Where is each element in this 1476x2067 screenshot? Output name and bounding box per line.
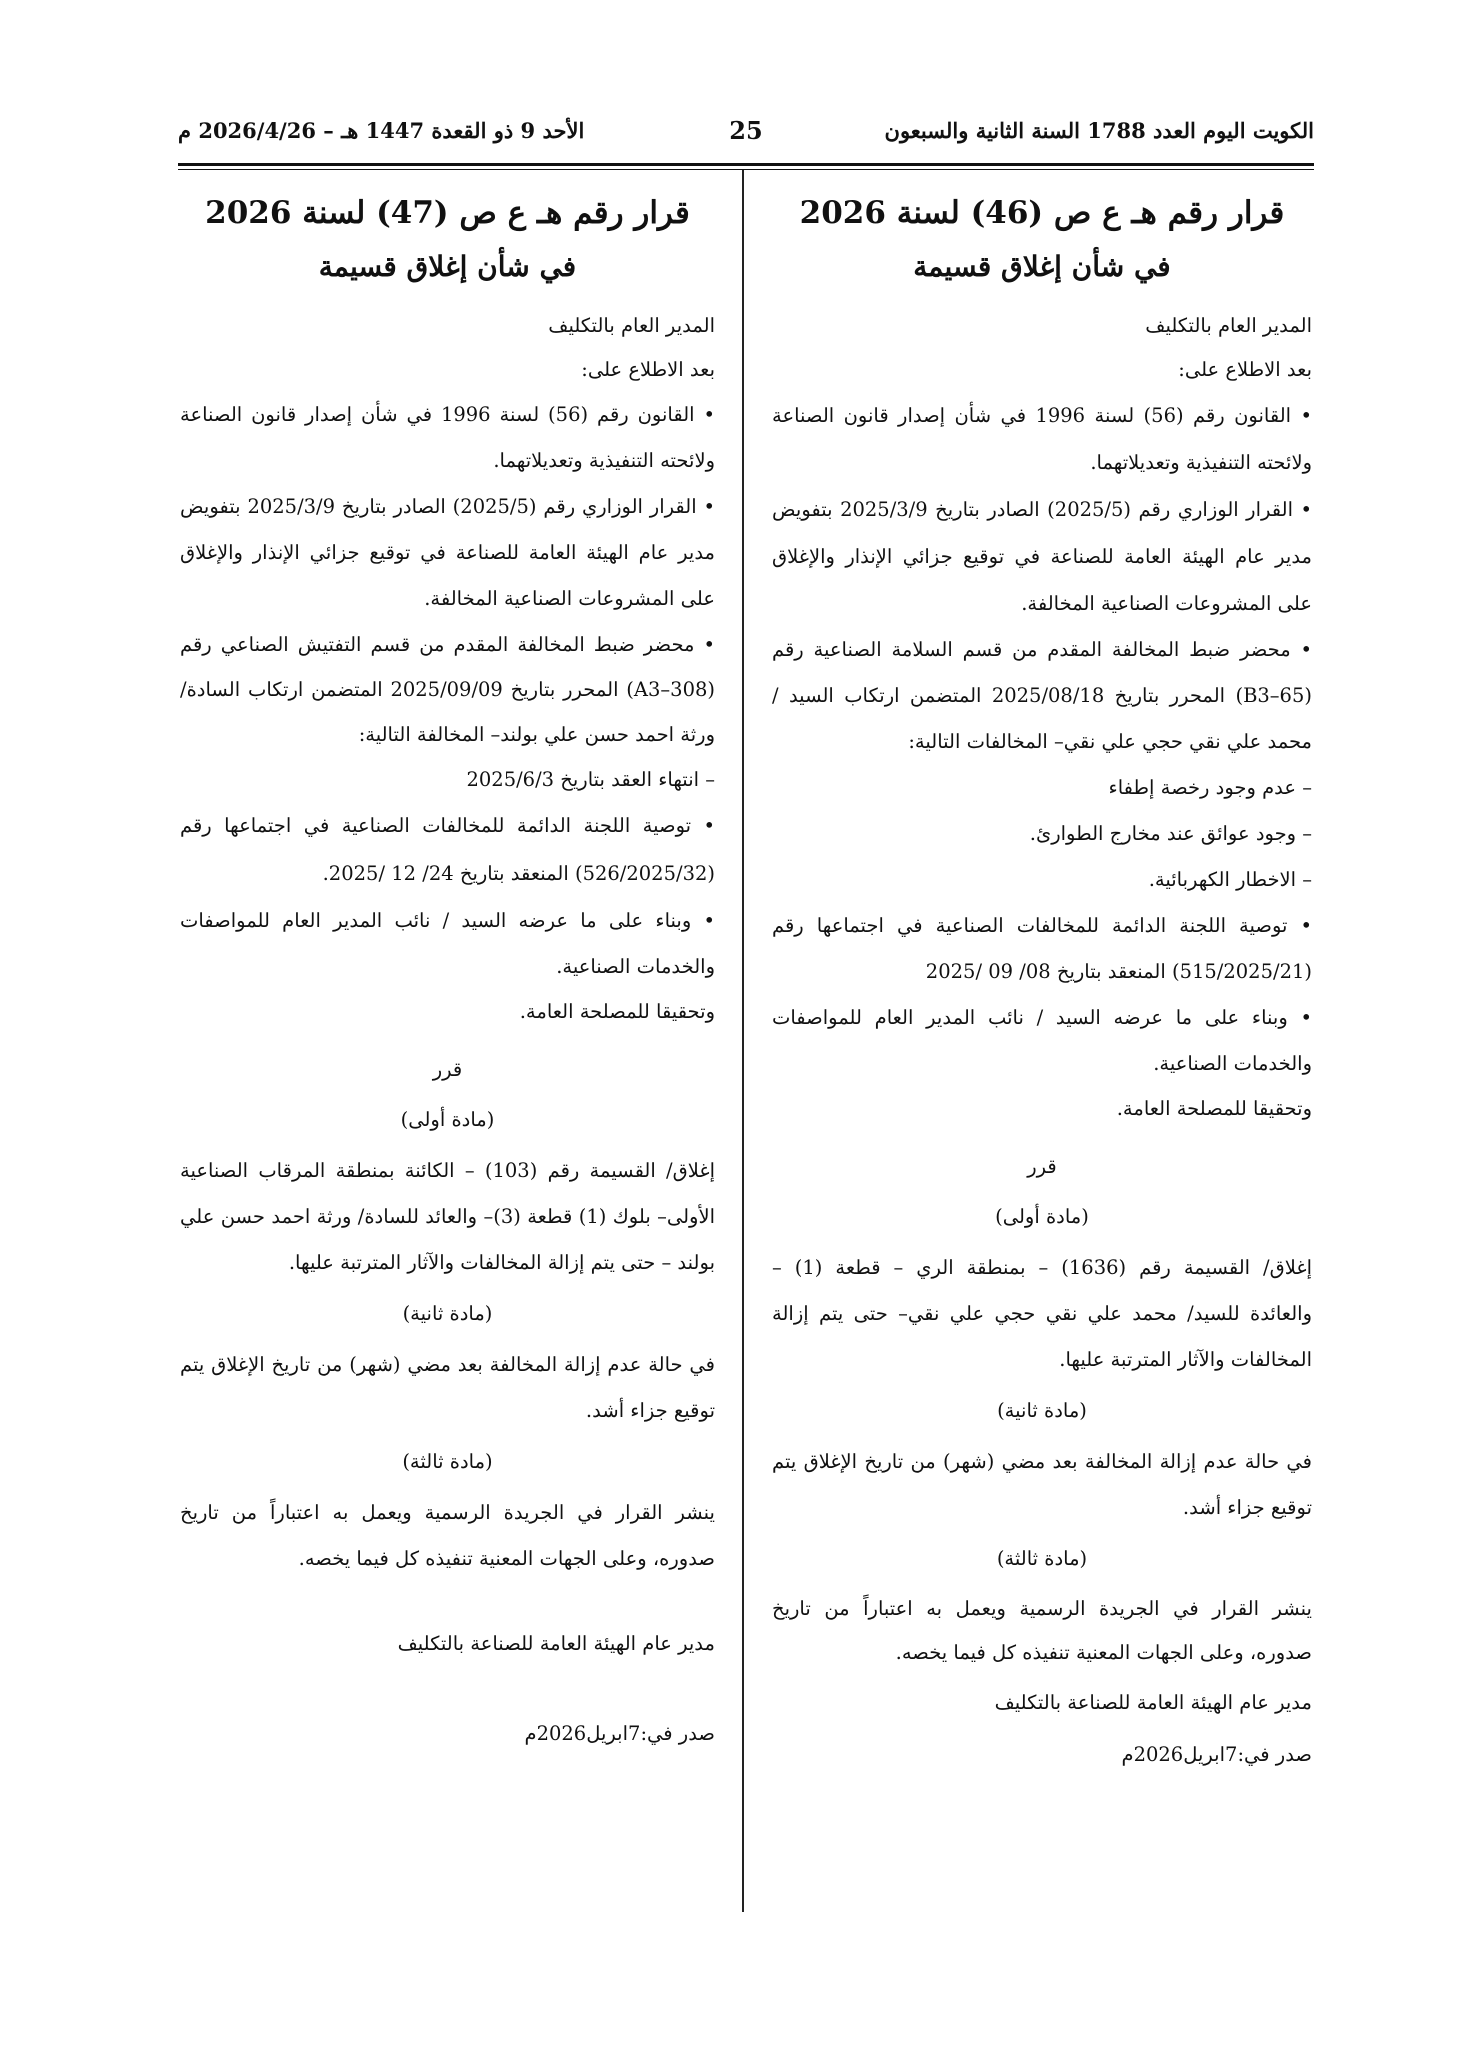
header-rule-thick [178, 163, 1314, 166]
article1-text: إغلاق/ القسيمة رقم (103) – الكائنة بمنطقة المرقاب الصناعية الأولى– بلوك (1) قطعة (3)– والعائد للسادة/ ورثة احمد حسن علي بولند – حتى يتم إزالة المخالفات والآثار المترتبة عليها. [180, 1159, 716, 1274]
article1-title: (مادة أولى) [400, 1108, 495, 1131]
signature: مدير عام الهيئة العامة للصناعة بالتكليف [397, 1632, 715, 1655]
header-rule-thin [178, 169, 1314, 170]
bullet-report: • محضر ضبط المخالفة المقدم من قسم السلامة الصناعية رقم (B3–65) المحرر بتاريخ 2025/08/18 المتضمن ارتكاب السيد / محمد علي نقي حجي علي نقي– المخالفات التالية: [772, 627, 1312, 765]
public-interest: وتحقيقا للمصلحة العامة. [519, 1000, 715, 1023]
issued-date: صدر في:7ابريل2026م [1121, 1743, 1312, 1766]
article2-title: (مادة ثانية) [402, 1302, 493, 1325]
page-header [178, 112, 1314, 156]
violation-item: – الاخطار الكهربائية. [1148, 868, 1312, 891]
column-divider [742, 170, 744, 1912]
article3-title: (مادة ثالثة) [996, 1547, 1088, 1570]
article3-text: ينشر القرار في الجريدة الرسمية ويعمل به اعتباراً من تاريخ صدوره، وعلى الجهات المعنية تنفيذه كل فيما يخصه. [180, 1501, 715, 1570]
bullet-presented: • وبناء على ما عرضه السيد / نائب المدير العام للمواصفات والخدمات الصناعية. [180, 898, 715, 990]
decision-subtitle: في شأن إغلاق قسيمة [913, 250, 1171, 283]
bullet-ministerial: • القرار الوزاري رقم (2025/5) الصادر بتاريخ 2025/3/9 بتفويض مدير عام الهيئة العامة للصناعة في توقيع جزائي الإنذار والإغلاق على المشروعات الصناعية المخالفة. [772, 486, 1312, 627]
article3-text: ينشر القرار في الجريدة الرسمية ويعمل به اعتباراً من تاريخ صدوره، وعلى الجهات المعنية تنفيذه كل فيما يخصه. [772, 1597, 1312, 1664]
issue-info: الكويت اليوم العدد 1788 السنة الثانية والسبعون [884, 118, 1314, 143]
decision-46-column [772, 180, 1312, 1777]
preamble: بعد الاطلاع على: [1178, 358, 1312, 381]
article1-text: إغلاق/ القسيمة رقم (1636) – بمنطقة الري – قطعة (1) – والعائدة للسيد/ محمد علي نقي حجي علي نقي– حتى يتم إزالة المخالفات والآثار المترتبة عليها. [772, 1256, 1312, 1371]
page-number: 25 [729, 116, 763, 145]
decided: قرر [1027, 1155, 1057, 1178]
bullet-presented: • وبناء على ما عرضه السيد / نائب المدير العام للمواصفات والخدمات الصناعية. [772, 995, 1312, 1087]
article2-title: (مادة ثانية) [997, 1399, 1087, 1422]
issuer: المدير العام بالتكليف [1145, 314, 1312, 337]
decision-subtitle: في شأن إغلاق قسيمة [318, 250, 577, 283]
signature: مدير عام الهيئة العامة للصناعة بالتكليف [994, 1691, 1312, 1714]
article1-title: (مادة أولى) [995, 1205, 1089, 1228]
public-interest: وتحقيقا للمصلحة العامة. [1116, 1097, 1312, 1120]
bullet-committee: • توصية اللجنة الدائمة للمخالفات الصناعية في اجتماعها رقم (515/2025/21) المنعقد بتاريخ 08/ 09 /2025 [772, 903, 1312, 995]
bullet-report: • محضر ضبط المخالفة المقدم من قسم التفتيش الصناعي رقم (A3–308) المحرر بتاريخ 2025/09/09 المتضمن ارتكاب السادة/ ورثة احمد حسن علي بولند– المخالفة التالية: [180, 622, 715, 757]
preamble: بعد الاطلاع على: [581, 358, 715, 381]
bullet-ministerial: • القرار الوزاري رقم (2025/5) الصادر بتاريخ 2025/3/9 بتفويض مدير عام الهيئة العامة للصناعة في توقيع جزائي الإنذار والإغلاق على المشروعات الصناعية المخالفة. [180, 484, 715, 622]
decision-title: قرار رقم هـ ع ص (46) لسنة 2026 [799, 195, 1285, 231]
violation-item: – وجود عوائق عند مخارج الطوارئ. [1029, 822, 1312, 845]
article2-text: في حالة عدم إزالة المخالفة بعد مضي (شهر) من تاريخ الإغلاق يتم توقيع جزاء أشد. [772, 1450, 1312, 1519]
bullet-committee: • توصية اللجنة الدائمة للمخالفات الصناعية في اجتماعها رقم (526/2025/32) المنعقد بتاريخ 24/ 12 /2025. [180, 802, 715, 898]
bullet-law: • القانون رقم (56) لسنة 1996 في شأن إصدار قانون الصناعة ولائحته التنفيذية وتعديلاتهما. [772, 392, 1312, 486]
decided: قرر [432, 1058, 463, 1081]
article2-text: في حالة عدم إزالة المخالفة بعد مضي (شهر) من تاريخ الإغلاق يتم توقيع جزاء أشد. [180, 1353, 715, 1422]
article3-title: (مادة ثالثة) [402, 1450, 493, 1473]
violation-item: – انتهاء العقد بتاريخ 2025/6/3 [466, 768, 715, 791]
issuer: المدير العام بالتكليف [548, 314, 715, 337]
violation-item: – عدم وجود رخصة إطفاء [1108, 776, 1312, 799]
issue-date: الأحد 9 ذو القعدة 1447 هـ – 2026/4/26 م [178, 118, 585, 143]
decision-title: قرار رقم هـ ع ص (47) لسنة 2026 [205, 195, 690, 231]
decision-47-column [180, 180, 715, 1756]
issued-date: صدر في:7ابريل2026م [524, 1722, 715, 1745]
bullet-law: • القانون رقم (56) لسنة 1996 في شأن إصدار قانون الصناعة ولائحته التنفيذية وتعديلاتهما. [180, 392, 715, 484]
